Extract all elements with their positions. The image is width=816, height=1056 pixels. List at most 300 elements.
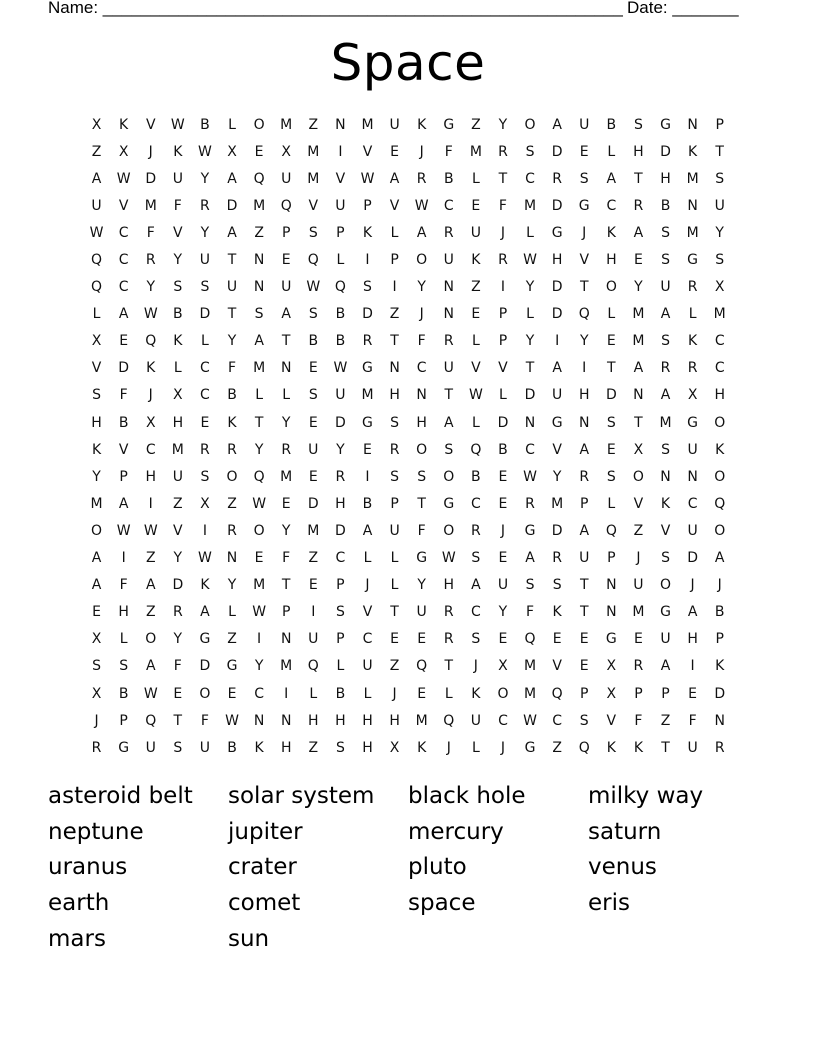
grid-letter[interactable]: K [417,116,427,133]
grid-letter[interactable]: A [91,577,102,594]
grid-letter[interactable]: B [443,170,454,187]
grid-letter[interactable]: L [444,685,453,702]
grid-letter[interactable]: M [171,441,184,458]
grid-letter[interactable]: A [91,170,102,187]
grid-letter[interactable]: V [471,360,481,377]
grid-letter[interactable]: A [227,224,237,241]
grid-letter[interactable]: B [498,441,508,458]
grid-letter[interactable]: H [714,387,725,404]
grid-letter[interactable]: P [363,197,372,214]
grid-letter[interactable]: D [307,495,319,512]
grid-letter[interactable]: G [199,631,211,648]
grid-letter[interactable]: S [661,441,670,458]
grid-letter[interactable]: U [145,739,156,756]
grid-letter[interactable]: A [416,224,427,241]
grid-letter[interactable]: U [416,604,427,621]
grid-letter[interactable]: S [92,658,101,675]
grid-letter[interactable]: U [308,441,319,458]
grid-letter[interactable]: Z [91,143,102,160]
grid-letter[interactable]: Q [416,658,428,675]
grid-letter[interactable]: U [335,387,346,404]
grid-letter[interactable]: K [417,739,427,756]
grid-letter[interactable]: R [498,143,508,160]
grid-letter[interactable]: N [253,712,265,729]
grid-letter[interactable]: H [335,495,346,512]
grid-letter[interactable]: R [416,170,427,187]
grid-letter[interactable]: D [145,170,157,187]
grid-letter[interactable]: R [687,279,698,296]
grid-letter[interactable]: E [119,333,129,350]
grid-letter[interactable]: F [200,712,209,729]
grid-letter[interactable]: J [717,577,722,594]
grid-letter[interactable]: C [714,360,725,377]
grid-letter[interactable]: M [524,658,537,675]
grid-letter[interactable]: E [606,333,616,350]
grid-letter[interactable]: U [660,631,671,648]
grid-letter[interactable]: N [335,116,346,133]
grid-letter[interactable]: O [660,577,672,594]
grid-letter[interactable]: C [254,685,264,702]
grid-letter[interactable]: P [498,306,508,323]
grid-letter[interactable]: T [254,414,264,431]
grid-letter[interactable]: U [687,441,698,458]
grid-letter[interactable]: L [390,224,399,241]
grid-letter[interactable]: M [280,658,293,675]
grid-letter[interactable]: F [173,658,182,675]
grid-letter[interactable]: Y [634,279,643,296]
grid-letter[interactable]: V [389,197,400,214]
grid-letter[interactable]: V [173,522,183,539]
grid-letter[interactable]: E [498,468,508,485]
grid-letter[interactable]: T [525,360,535,377]
grid-letter[interactable]: N [253,279,265,296]
grid-letter[interactable]: E [390,631,399,648]
grid-letter[interactable]: U [199,739,211,756]
grid-letter[interactable]: E [227,685,237,702]
grid-letter[interactable]: S [661,550,670,567]
grid-letter[interactable]: L [471,333,480,350]
grid-letter[interactable]: W [143,522,158,539]
grid-letter[interactable]: O [605,279,617,296]
grid-letter[interactable]: R [552,170,562,187]
grid-letter[interactable]: E [688,685,698,702]
grid-letter[interactable]: L [526,224,534,241]
grid-letter[interactable]: W [143,685,158,702]
grid-letter[interactable]: R [145,252,156,269]
grid-letter[interactable]: M [307,143,320,160]
grid-letter[interactable]: I [690,658,695,675]
grid-letter[interactable]: G [687,252,699,269]
grid-letter[interactable]: O [714,414,726,431]
grid-letter[interactable]: J [500,224,506,241]
grid-letter[interactable]: X [281,143,291,160]
grid-letter[interactable]: Q [524,631,536,648]
grid-letter[interactable]: A [118,306,129,323]
grid-letter[interactable]: Z [254,224,264,241]
grid-letter[interactable]: G [660,116,671,133]
grid-letter[interactable]: H [633,143,644,160]
grid-letter[interactable]: R [443,631,454,648]
grid-letter[interactable]: B [714,604,725,621]
grid-letter[interactable]: S [363,279,372,296]
grid-letter[interactable]: H [362,712,373,729]
grid-letter[interactable]: Q [145,712,157,729]
grid-letter[interactable]: E [308,468,318,485]
grid-letter[interactable]: V [91,360,102,377]
grid-letter[interactable]: T [634,414,643,431]
grid-letter[interactable]: W [306,279,321,296]
grid-letter[interactable]: Y [552,468,562,485]
grid-letter[interactable]: A [118,495,129,512]
grid-letter[interactable]: E [498,631,508,648]
grid-letter[interactable]: T [390,333,399,350]
grid-letter[interactable]: Y [498,116,508,133]
grid-letter[interactable]: A [552,360,562,377]
grid-letter[interactable]: U [389,522,400,539]
grid-letter[interactable]: U [308,631,319,648]
grid-letter[interactable]: N [606,577,617,594]
grid-letter[interactable]: G [551,224,563,241]
grid-letter[interactable]: L [363,550,372,567]
grid-letter[interactable]: F [417,522,426,539]
grid-letter[interactable]: Q [91,279,103,296]
grid-letter[interactable]: J [636,550,641,567]
grid-letter[interactable]: M [713,306,726,323]
grid-letter[interactable]: T [661,739,670,756]
grid-letter[interactable]: D [335,414,346,431]
grid-letter[interactable]: Y [336,441,345,458]
grid-letter[interactable]: R [443,604,454,621]
grid-letter[interactable]: G [687,414,699,431]
grid-letter[interactable]: X [91,685,102,702]
grid-letter[interactable]: W [198,143,212,160]
grid-letter[interactable]: J [148,387,153,404]
grid-letter[interactable]: X [91,333,102,350]
grid-letter[interactable]: O [714,468,726,485]
grid-letter[interactable]: H [335,712,346,729]
grid-letter[interactable]: K [119,116,129,133]
grid-letter[interactable]: A [633,360,644,377]
grid-letter[interactable]: S [92,387,101,404]
grid-letter[interactable]: U [687,739,698,756]
grid-letter[interactable]: Q [714,495,726,512]
grid-letter[interactable]: S [471,631,481,648]
grid-letter[interactable]: E [417,631,427,648]
grid-letter[interactable]: S [173,279,183,296]
grid-letter[interactable]: G [660,604,671,621]
grid-letter[interactable]: X [687,387,698,404]
grid-letter[interactable]: A [443,414,454,431]
grid-letter[interactable]: S [335,604,345,621]
grid-letter[interactable]: C [525,170,535,187]
grid-letter[interactable]: P [580,495,589,512]
grid-letter[interactable]: W [252,495,267,512]
grid-letter[interactable]: N [416,387,427,404]
name-field[interactable]: Name: _______________________________________________________ [48,0,623,17]
grid-letter[interactable]: S [525,143,535,160]
grid-letter[interactable]: Q [334,279,346,296]
grid-letter[interactable]: E [254,143,264,160]
grid-letter[interactable]: M [307,522,320,539]
grid-letter[interactable]: I [500,279,506,296]
grid-letter[interactable]: H [606,252,617,269]
grid-letter[interactable]: L [607,143,616,160]
grid-letter[interactable]: M [469,143,482,160]
grid-letter[interactable]: K [688,333,698,350]
grid-letter[interactable]: E [579,631,589,648]
grid-letter[interactable]: D [551,306,563,323]
grid-letter[interactable]: R [91,739,102,756]
grid-letter[interactable]: R [443,333,454,350]
grid-letter[interactable]: Y [200,170,210,187]
grid-letter[interactable]: V [335,170,346,187]
grid-letter[interactable]: L [309,685,318,702]
grid-letter[interactable]: L [471,170,480,187]
grid-letter[interactable]: S [417,468,427,485]
grid-letter[interactable]: A [552,116,562,133]
grid-letter[interactable]: S [390,414,400,431]
grid-letter[interactable]: M [253,360,266,377]
grid-letter[interactable]: M [253,577,266,594]
grid-letter[interactable]: U [579,116,590,133]
grid-letter[interactable]: B [118,414,129,431]
grid-letter[interactable]: N [578,414,590,431]
grid-letter[interactable]: H [118,604,129,621]
grid-letter[interactable]: S [444,441,454,458]
grid-letter[interactable]: M [524,197,537,214]
grid-letter[interactable]: P [634,685,643,702]
grid-letter[interactable]: A [660,306,671,323]
grid-letter[interactable]: X [633,441,644,458]
grid-letter[interactable]: N [687,197,698,214]
grid-letter[interactable]: J [94,712,99,729]
grid-letter[interactable]: A [606,170,617,187]
grid-letter[interactable]: Y [525,279,535,296]
grid-letter[interactable]: A [91,550,102,567]
grid-letter[interactable]: A [145,577,156,594]
grid-letter[interactable]: Q [253,170,265,187]
grid-letter[interactable]: M [659,414,672,431]
grid-letter[interactable]: V [118,441,129,458]
grid-letter[interactable]: Z [227,631,237,648]
grid-letter[interactable]: O [145,631,157,648]
grid-letter[interactable]: S [308,306,318,323]
grid-letter[interactable]: P [119,468,128,485]
grid-letter[interactable]: Z [145,550,156,567]
grid-letter[interactable]: D [226,197,238,214]
grid-letter[interactable]: W [523,712,537,729]
grid-letter[interactable]: J [473,658,478,675]
grid-letter[interactable]: I [284,685,289,702]
grid-letter[interactable]: I [311,604,316,621]
grid-letter[interactable]: O [632,468,644,485]
grid-letter[interactable]: B [118,685,129,702]
grid-letter[interactable]: C [118,252,129,269]
grid-letter[interactable]: S [579,170,589,187]
grid-letter[interactable]: A [660,658,671,675]
grid-letter[interactable]: S [308,387,318,404]
grid-letter[interactable]: T [281,333,291,350]
grid-letter[interactable]: E [498,550,508,567]
grid-letter[interactable]: D [551,522,563,539]
grid-letter[interactable]: C [606,197,617,214]
grid-letter[interactable]: E [471,306,481,323]
grid-letter[interactable]: R [498,252,508,269]
grid-letter[interactable]: H [389,712,400,729]
grid-letter[interactable]: O [226,468,238,485]
grid-letter[interactable]: L [390,577,399,594]
grid-letter[interactable]: D [118,360,130,377]
grid-letter[interactable]: C [200,387,210,404]
grid-letter[interactable]: A [660,387,671,404]
grid-letter[interactable]: V [308,197,319,214]
grid-letter[interactable]: O [91,522,103,539]
grid-letter[interactable]: Z [552,739,562,756]
grid-letter[interactable]: L [228,116,236,133]
grid-letter[interactable]: B [200,116,210,133]
grid-letter[interactable]: Y [146,279,156,296]
grid-letter[interactable]: J [148,143,153,160]
grid-letter[interactable]: X [606,658,617,675]
grid-letter[interactable]: V [552,441,562,458]
grid-letter[interactable]: S [661,252,670,269]
grid-letter[interactable]: Q [470,441,482,458]
grid-letter[interactable]: L [336,252,345,269]
grid-letter[interactable]: X [606,685,617,702]
grid-letter[interactable]: G [362,360,373,377]
grid-letter[interactable]: U [633,577,644,594]
grid-letter[interactable]: I [582,360,587,377]
grid-letter[interactable]: C [362,631,373,648]
grid-letter[interactable]: L [228,604,236,621]
grid-letter[interactable]: R [687,360,698,377]
grid-letter[interactable]: W [252,604,267,621]
grid-letter[interactable]: T [444,658,454,675]
grid-letter[interactable]: H [578,387,590,404]
grid-letter[interactable]: T [579,604,589,621]
grid-letter[interactable]: Y [498,604,508,621]
grid-letter[interactable]: M [632,604,645,621]
grid-letter[interactable]: W [170,116,185,133]
grid-letter[interactable]: A [281,306,291,323]
grid-letter[interactable]: C [714,333,725,350]
grid-letter[interactable]: C [443,197,454,214]
grid-letter[interactable]: F [526,604,535,621]
grid-letter[interactable]: F [444,143,453,160]
grid-letter[interactable]: N [606,604,617,621]
grid-letter[interactable]: O [497,685,509,702]
grid-letter[interactable]: L [92,306,101,323]
grid-letter[interactable]: C [525,441,535,458]
grid-letter[interactable]: J [365,577,370,594]
grid-letter[interactable]: A [254,333,264,350]
grid-letter[interactable]: X [91,631,102,648]
grid-letter[interactable]: X [118,143,129,160]
grid-letter[interactable]: I [365,252,370,269]
grid-letter[interactable]: E [308,577,318,594]
grid-letter[interactable]: S [715,252,725,269]
grid-letter[interactable]: S [579,712,589,729]
grid-letter[interactable]: V [173,224,183,241]
grid-letter[interactable]: Q [307,252,319,269]
grid-letter[interactable]: K [91,441,102,458]
grid-letter[interactable]: B [606,116,617,133]
grid-letter[interactable]: Q [307,658,319,675]
grid-letter[interactable]: Z [389,658,400,675]
grid-letter[interactable]: N [687,468,698,485]
grid-letter[interactable]: U [443,360,454,377]
grid-letter[interactable]: U [281,170,292,187]
grid-letter[interactable]: L [499,387,507,404]
grid-letter[interactable]: O [199,685,211,702]
grid-letter[interactable]: T [579,279,589,296]
grid-letter[interactable]: K [200,577,210,594]
grid-letter[interactable]: S [200,468,210,485]
grid-letter[interactable]: R [443,224,454,241]
grid-letter[interactable]: Q [91,252,103,269]
grid-letter[interactable]: G [524,522,536,539]
grid-letter[interactable]: S [200,279,210,296]
grid-letter[interactable]: W [116,170,131,187]
grid-letter[interactable]: A [525,550,535,567]
grid-letter[interactable]: B [227,387,237,404]
grid-letter[interactable]: K [227,414,237,431]
grid-letter[interactable]: A [579,441,590,458]
grid-letter[interactable]: Z [660,712,671,729]
grid-letter[interactable]: H [91,414,102,431]
grid-letter[interactable]: X [498,658,508,675]
grid-letter[interactable]: M [632,306,645,323]
grid-letter[interactable]: P [336,224,345,241]
grid-letter[interactable]: Y [579,333,589,350]
grid-letter[interactable]: K [173,333,183,350]
grid-letter[interactable]: C [200,360,210,377]
grid-letter[interactable]: X [227,143,237,160]
grid-letter[interactable]: C [470,495,481,512]
grid-letter[interactable]: E [363,441,372,458]
grid-letter[interactable]: W [468,387,483,404]
grid-letter[interactable]: X [714,279,725,296]
grid-letter[interactable]: V [633,495,644,512]
grid-letter[interactable]: E [308,360,318,377]
grid-letter[interactable]: S [606,468,616,485]
grid-letter[interactable]: Z [308,116,319,133]
grid-letter[interactable]: I [257,631,262,648]
grid-letter[interactable]: Y [281,414,291,431]
grid-letter[interactable]: H [280,739,292,756]
grid-letter[interactable]: L [471,739,480,756]
grid-letter[interactable]: U [714,197,725,214]
grid-letter[interactable]: Z [308,739,319,756]
grid-letter[interactable]: N [280,712,292,729]
grid-letter[interactable]: H [145,468,156,485]
grid-letter[interactable]: J [419,306,424,323]
grid-letter[interactable]: E [579,658,589,675]
grid-letter[interactable]: J [690,577,695,594]
grid-letter[interactable]: U [91,197,102,214]
grid-letter[interactable]: K [254,739,264,756]
grid-letter[interactable]: P [336,577,345,594]
grid-letter[interactable]: Z [227,495,237,512]
grid-letter[interactable]: Q [578,306,590,323]
grid-letter[interactable]: G [605,631,617,648]
grid-letter[interactable]: D [551,279,563,296]
grid-letter[interactable]: G [226,658,238,675]
grid-letter[interactable]: E [254,550,264,567]
grid-letter[interactable]: L [119,631,128,648]
grid-letter[interactable]: S [552,577,562,594]
grid-letter[interactable]: K [606,739,616,756]
